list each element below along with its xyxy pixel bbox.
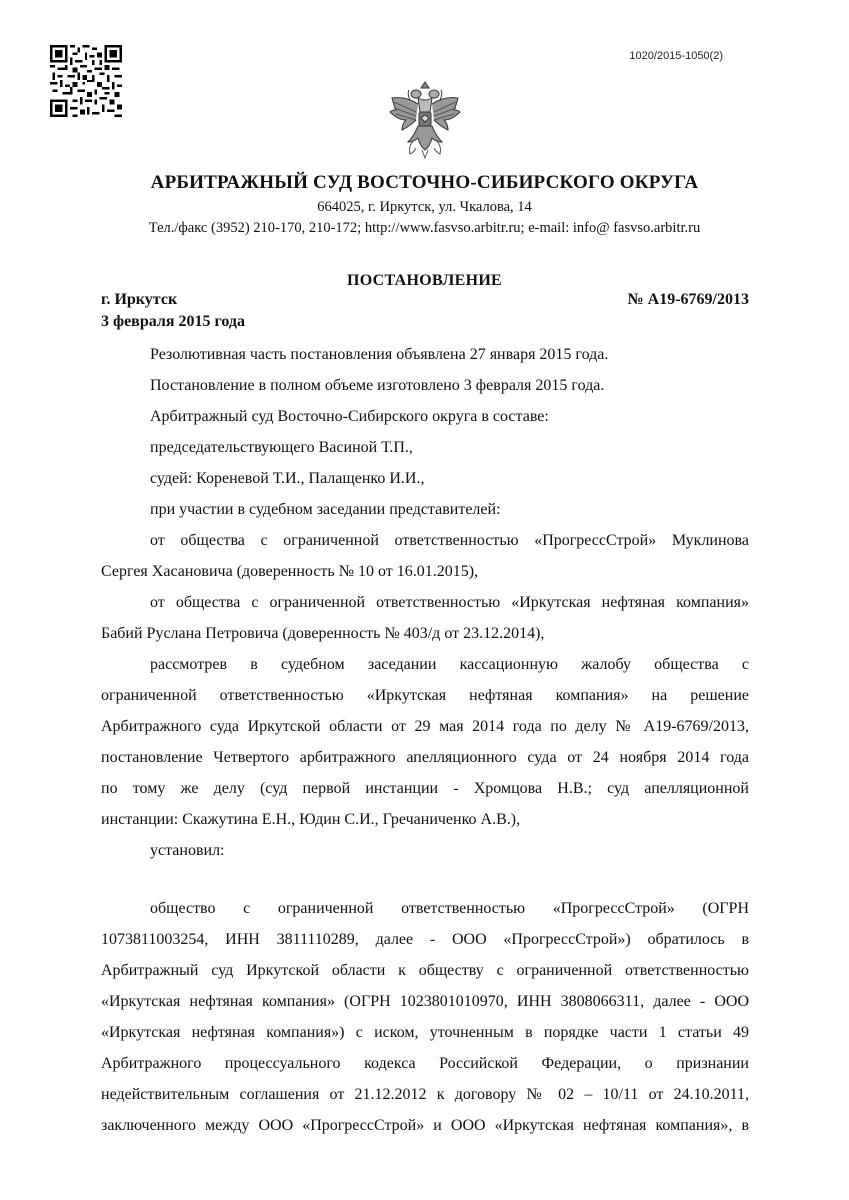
body-line: Резолютивная часть постановления объявлена 27 января 2015 года. [150, 346, 609, 363]
document-id: 1020/2015-1050(2) [629, 50, 723, 62]
body-line: постановление Четвертого арбитражного апелляционного суда от 24 ноября 2014 года [101, 749, 749, 766]
body-line: инстанции: Скажутина Е.Н., Юдин С.И., Гречаниченко А.В.), [101, 811, 521, 828]
qr-code [50, 45, 122, 117]
body-line: ограниченной ответственностью «Иркутская нефтяная компания» на решение [101, 687, 749, 704]
coat-of-arms-emblem [388, 80, 462, 160]
body-line: от общества с ограниченной ответственностью «ПрогрессСтрой» Муклинова [150, 532, 749, 549]
body-line: общество с ограниченной ответственностью «ПрогрессСтрой» (ОГРН [150, 900, 749, 917]
body-line: 1073811003254, ИНН 3811110289, далее - ООО «ПрогрессСтрой») обратилось в [101, 931, 749, 948]
body-line: по тому же делу (суд первой инстанции - Хромцова Н.В.; суд апелляционной [101, 780, 749, 797]
court-title: АРБИТРАЖНЫЙ СУД ВОСТОЧНО-СИБИРСКОГО ОКРУГА [150, 172, 699, 193]
court-address: 664025, г. Иркутск, ул. Чкалова, 14 [317, 199, 532, 215]
body-line: установил: [150, 842, 225, 859]
body-line: председательствующего Васиной Т.П., [150, 439, 413, 456]
case-number: № А19-6769/2013 [627, 291, 749, 308]
document-city: г. Иркутск [101, 291, 178, 308]
body-line: недействительным соглашения от 21.12.2012 к договору № 02 – 10/11 от 24.10.2011, [101, 1086, 749, 1103]
body-line: заключенного между ООО «ПрогрессСтрой» и ООО «Иркутская нефтяная компания», в [101, 1117, 749, 1134]
body-line: судей: Кореневой Т.И., Палащенко И.И., [150, 470, 425, 487]
body-line: рассмотрев в судебном заседании кассационную жалобу общества с [150, 656, 749, 673]
body-line: «Иркутская нефтяная компания» (ОГРН 1023801010970, ИНН 3808066311, далее - ООО [101, 993, 749, 1010]
body-line: Арбитражный суд Восточно-Сибирского округа в составе: [150, 408, 549, 425]
body-line: от общества с ограниченной ответственностью «Иркутская нефтяная компания» [150, 594, 749, 611]
body-line: при участии в судебном заседании представителей: [150, 501, 501, 518]
document-date: 3 февраля 2015 года [101, 313, 245, 330]
body-line: Сергея Хасановича (доверенность № 10 от 16.01.2015), [101, 563, 479, 580]
body-line: Постановление в полном объеме изготовлено 3 февраля 2015 года. [150, 377, 605, 394]
court-contacts: Тел./факс (3952) 210-170, 210-172; http://www.fasvso.arbitr.ru; e-mail: info@ fasvso.arbitr.ru [148, 220, 701, 236]
body-line: Бабий Руслана Петровича (доверенность № 403/д от 23.12.2014), [101, 625, 545, 642]
body-line: Арбитражного процессуального кодекса Российской Федерации, о признании [101, 1055, 749, 1072]
document-type: ПОСТАНОВЛЕНИЕ [346, 272, 503, 289]
body-line: «Иркутская нефтяная компания») с иском, уточненным в порядке части 1 статьи 49 [101, 1024, 749, 1041]
body-line: Арбитражного суда Иркутской области от 29 мая 2014 года по делу № А19-6769/2013, [101, 718, 749, 735]
body-line: Арбитражный суд Иркутской области к обществу с ограниченной ответственностью [101, 962, 749, 979]
